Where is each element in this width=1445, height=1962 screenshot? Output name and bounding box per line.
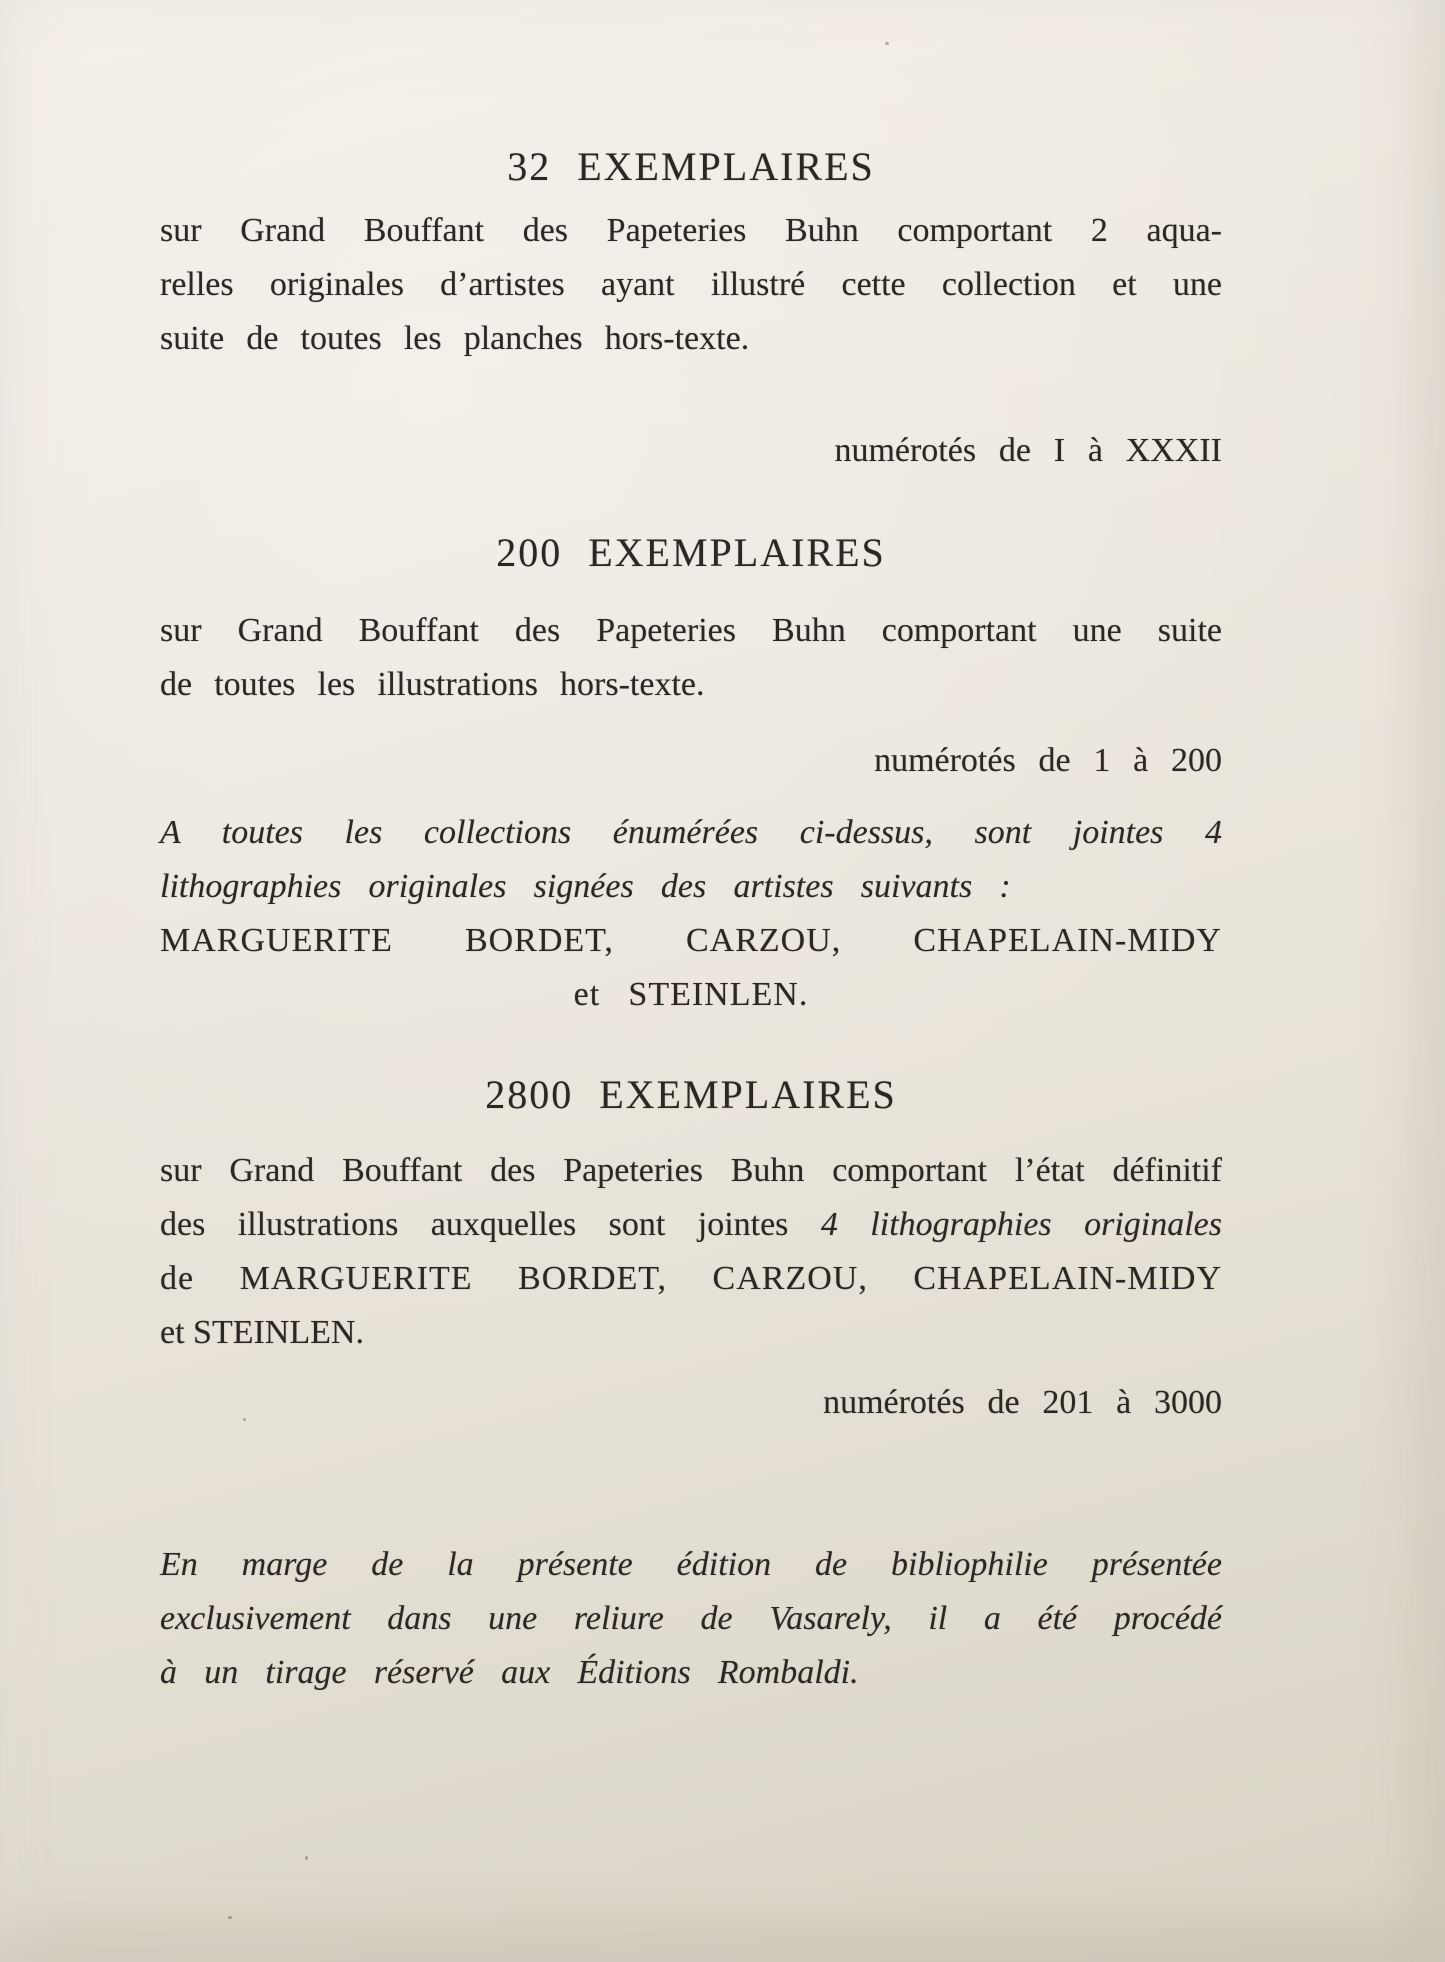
edition-2800-line-3: de MARGUERITE BORDET, CARZOU, CHAPELAIN-MIDY [160, 1260, 1222, 1297]
publisher-note-line-3: à un tirage réservé aux Éditions Rombaldi. [160, 1654, 859, 1691]
edition-32-heading: 32 EXEMPLAIRES [507, 144, 875, 189]
artists-names-continuation: et STEINLEN. [573, 976, 809, 1013]
lithographs-note-line-1: A toutes les collections énumérées ci-dessus, sont jointes 4 [160, 814, 1222, 851]
edition-2800-heading: 2800 EXEMPLAIRES [485, 1072, 897, 1117]
edition-2800-line-4: et STEINLEN. [160, 1314, 364, 1351]
edition-2800-line-2-normal: des illustrations auxquelles sont jointes [160, 1206, 789, 1243]
paper-speck [228, 1916, 232, 1919]
edition-32-line-3: suite de toutes les planches hors-texte. [160, 320, 750, 357]
edition-32-line-2: relles originales d’artistes ayant illustré cette collection et une [160, 266, 1222, 303]
paper-speck [305, 1856, 308, 1860]
publisher-note-line-2: exclusivement dans une reliure de Vasarely, il a été procédé [160, 1600, 1222, 1637]
edition-200-line-1: sur Grand Bouffant des Papeteries Buhn comportant une suite [160, 612, 1222, 649]
edition-32-line-1: sur Grand Bouffant des Papeteries Buhn comportant 2 aqua- [160, 212, 1222, 249]
edition-2800-paragraph [160, 1144, 1222, 1360]
artists-names-line: MARGUERITE BORDET, CARZOU, CHAPELAIN-MIDY [160, 922, 1222, 959]
edition-200-line-2: de toutes les illustrations hors-texte. [160, 666, 705, 703]
paper-speck [885, 42, 889, 45]
publisher-note-line-1: En marge de la présente édition de bibliophilie présentée [160, 1546, 1222, 1583]
edition-32-paragraph [160, 204, 1222, 366]
edition-2800-line-1: sur Grand Bouffant des Papeteries Buhn comportant l’état définitif [160, 1152, 1222, 1189]
edition-200-numbering: numérotés de 1 à 200 [874, 742, 1222, 779]
lithographs-note [160, 806, 1222, 914]
edition-200-paragraph [160, 604, 1222, 712]
edition-2800-numbering: numérotés de 201 à 3000 [823, 1384, 1222, 1421]
lithographs-note-line-2: lithographies originales signées des artistes suivants : [160, 868, 1011, 905]
edition-2800-line-2 [160, 1198, 1222, 1252]
edition-200-heading: 200 EXEMPLAIRES [496, 530, 886, 575]
edition-2800-line-2-italic: 4 lithographies originales [820, 1206, 1222, 1243]
edition-32-numbering: numérotés de I à XXXII [834, 432, 1222, 469]
paper-speck [243, 1418, 246, 1421]
publisher-note [160, 1538, 1222, 1700]
